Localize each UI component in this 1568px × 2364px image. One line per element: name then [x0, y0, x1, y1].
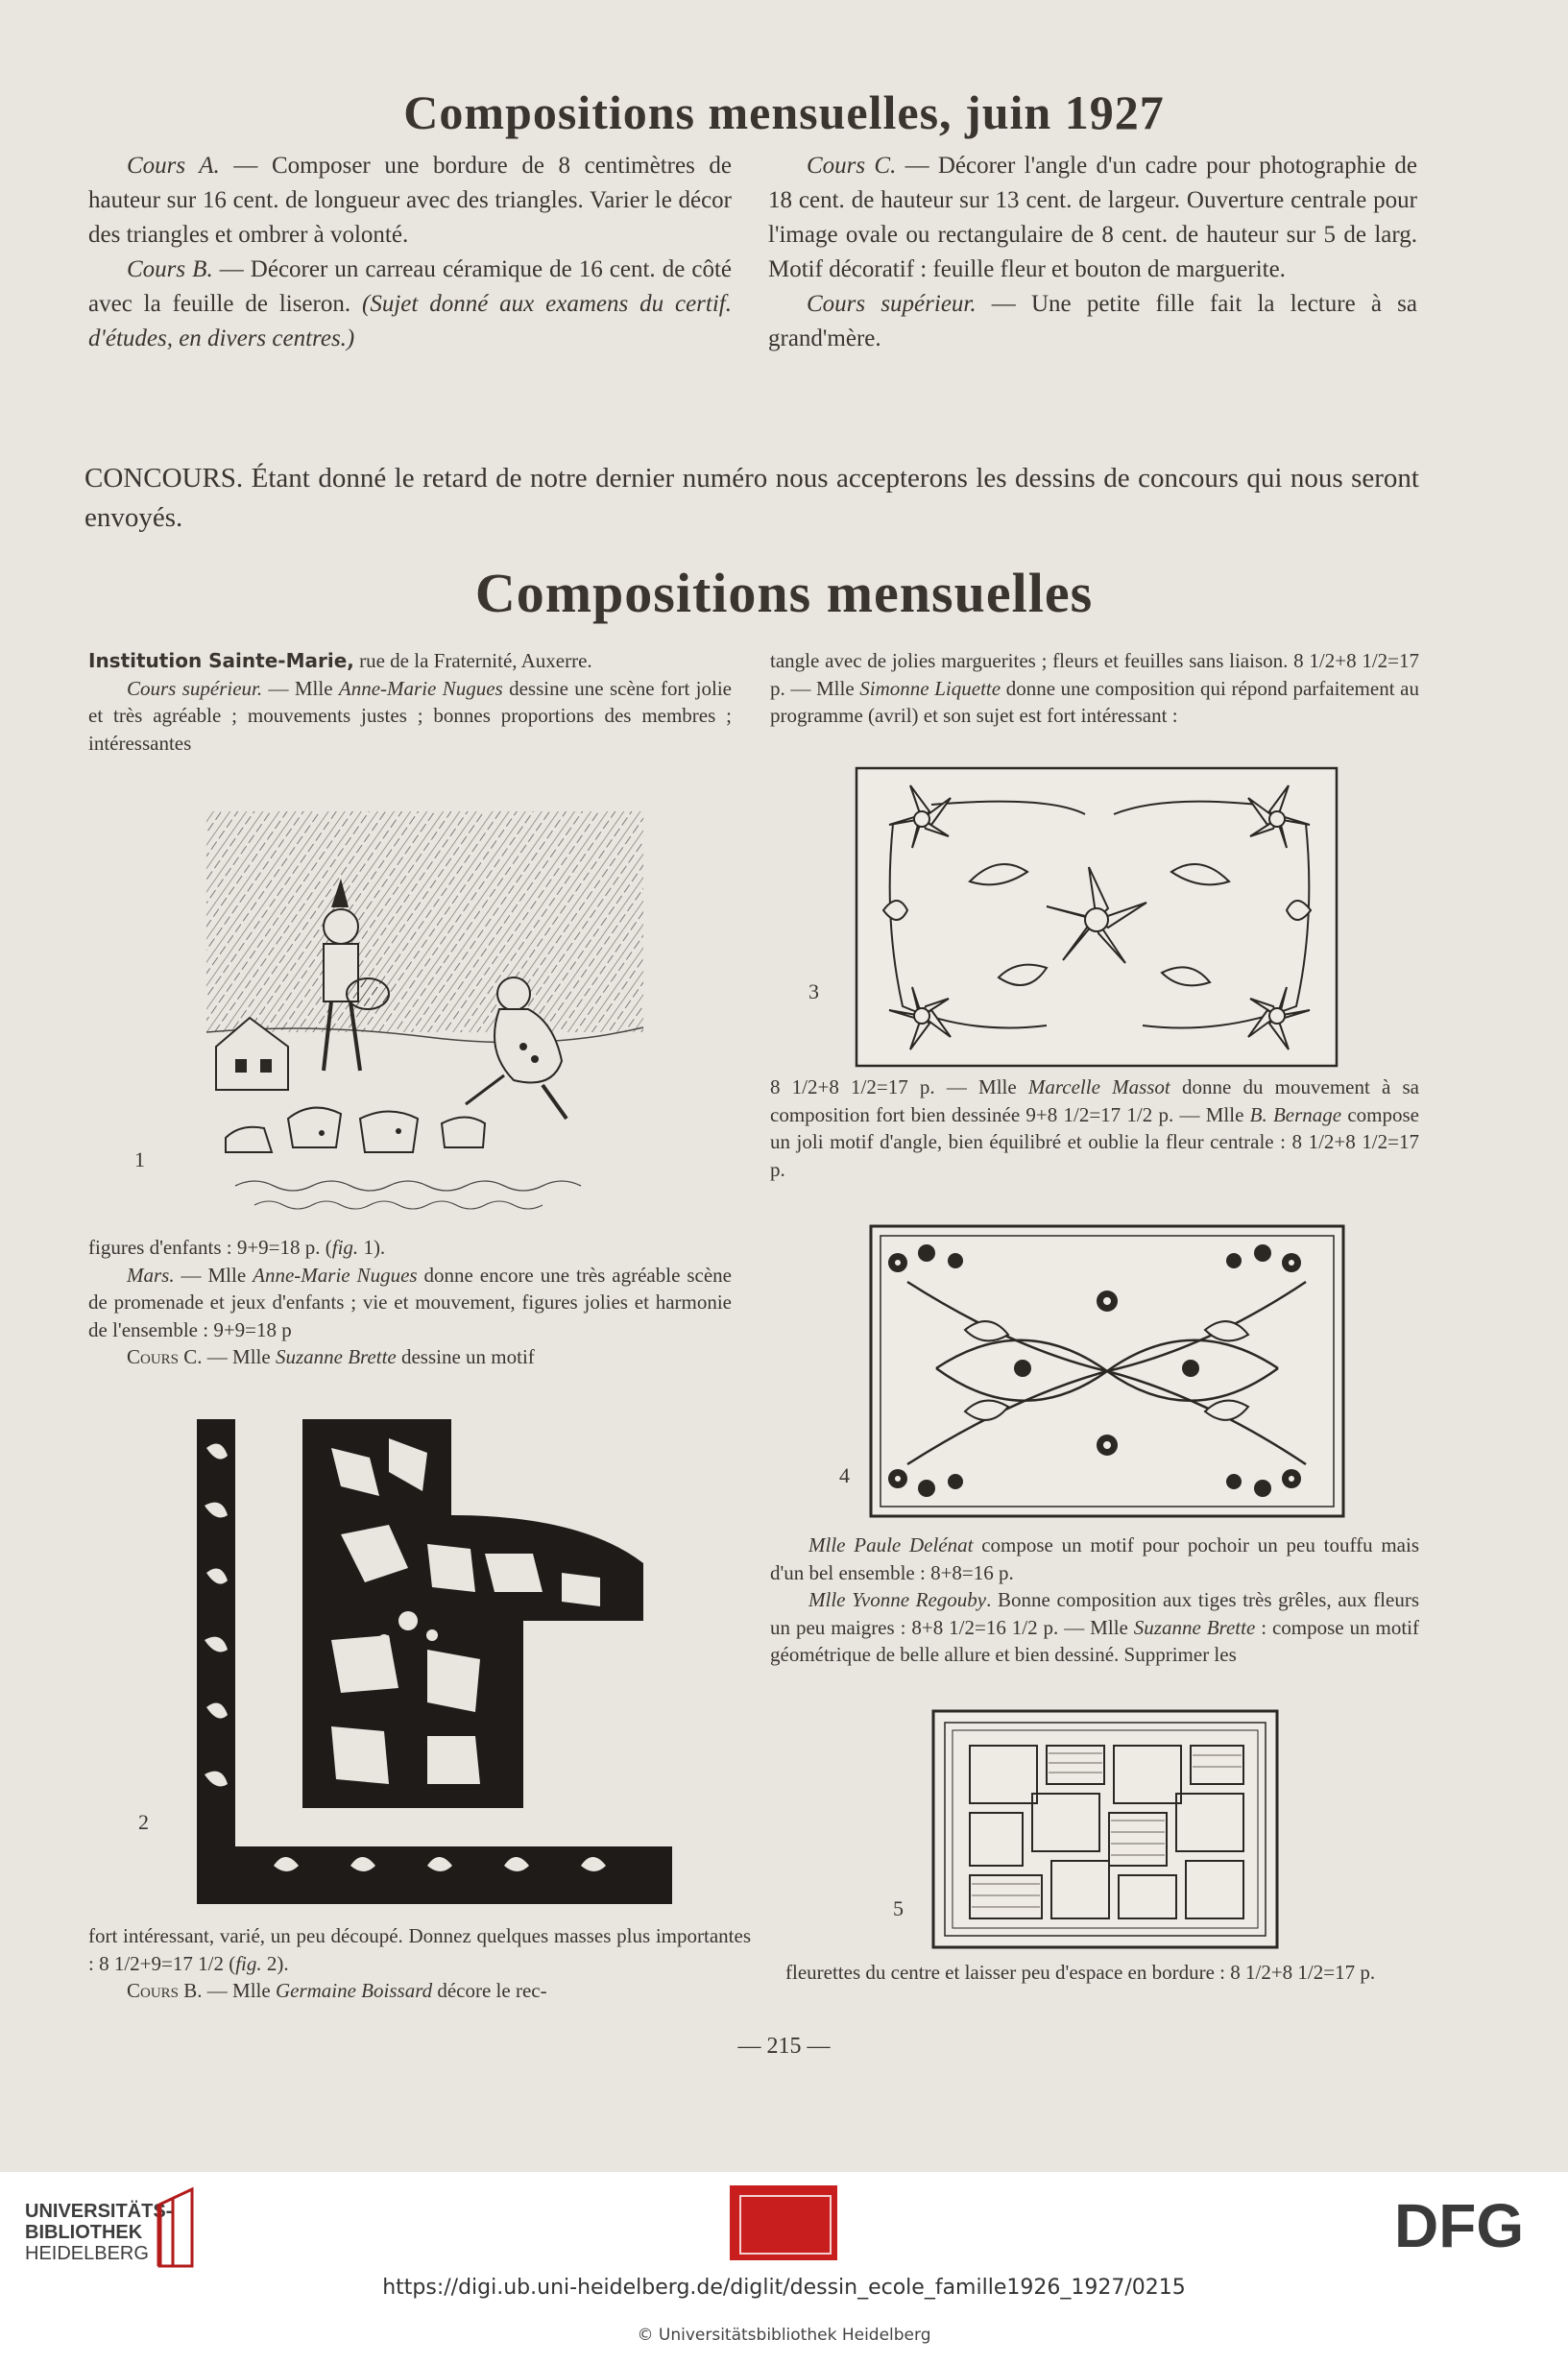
mars-label: Mars.	[127, 1263, 175, 1287]
cours-sup-text: — Une petite fille fait la lecture à sa grand'mère.	[768, 291, 1417, 351]
ub-logo-mark-icon	[154, 2185, 198, 2270]
ub-heidelberg-logo[interactable]	[25, 2201, 172, 2264]
page-number: — 215 —	[737, 2034, 831, 2059]
text: — Mlle	[202, 1979, 276, 2002]
cours-b-label: Cours B.	[127, 256, 213, 282]
figure-2-leaf-corner	[197, 1419, 672, 1904]
student-name: B. Bernage	[1249, 1102, 1342, 1126]
leaf-corner-drawing	[197, 1419, 672, 1904]
figure-1-number: 1	[134, 1147, 145, 1171]
text: 8 1/2+8 1/2=17 p. — Mlle	[770, 1075, 1028, 1098]
cours-a-text: — Composer une bordure de 8 centimètres de hauteur sur 16 cent. de longueur avec des triangles. Varier le décor des triangles et ombrer à volonté.	[88, 153, 733, 248]
text: compose un motif pour pochoir un peu touffu mais d'un bel ensemble : 8+8=16 p.	[770, 1533, 1419, 1584]
text: tangle avec de jolies marguerites ; fleurs et feuilles sans liaison. 8 1/2+8 1/2=17 p. — Mlle	[770, 649, 1419, 700]
copyright-text: © Universitätsbibliothek Heidelberg	[637, 2326, 931, 2345]
page-title: Compositions mensuelles, juin 1927	[403, 85, 1165, 139]
cours-a-label: Cours A.	[127, 153, 220, 179]
text: : compose un motif géométrique de belle allure et bien dessiné. Supprimer les	[770, 1615, 1419, 1666]
text: figures d'enfants : 9+9=18 p. (	[88, 1236, 332, 1259]
text: 2).	[261, 1951, 289, 1975]
logo-line: UNIVERSITÄTS-	[25, 2201, 173, 2222]
institution-address: rue de la Fraternité, Auxerre.	[353, 649, 592, 672]
institution-name: Institution Sainte-Marie,	[88, 649, 354, 672]
figure-5-geometric-motif	[931, 1709, 1279, 1949]
text: fleurettes du centre et laisser peu d'espace en bordure : 8 1/2+8 1/2=17 p.	[785, 1961, 1376, 1984]
student-name: Marcelle Massot	[1027, 1075, 1170, 1098]
concours-notice	[84, 459, 1419, 538]
cours-c-label-2: Cours C.	[127, 1345, 203, 1368]
right-column-top	[768, 149, 1417, 356]
text: fig.	[331, 1236, 359, 1259]
geometric-motif-drawing	[931, 1709, 1279, 1949]
student-name: Anne-Marie Nugues	[338, 676, 503, 700]
student-name: Suzanne Brette	[275, 1345, 397, 1368]
cours-b-label-2: Cours B.	[127, 1979, 203, 2002]
text: — Mlle	[262, 676, 339, 700]
logo-line: BIBLIOTHEK	[25, 2222, 143, 2243]
left-column-part3	[88, 1922, 751, 2005]
text: fig.	[235, 1951, 262, 1975]
right-column-part2	[770, 1073, 1419, 1183]
text: donne encore une très agréable scène de promenade et jeux d'enfants ; vie et mouvement, figures jolies et harmonie de l'ensemble : 9+9=18 p	[88, 1263, 732, 1341]
right-column-part1	[770, 647, 1419, 730]
cours-sup-label: Cours supérieur.	[807, 291, 977, 317]
text: Mlle	[808, 1533, 855, 1556]
permalink-url[interactable]: https://digi.ub.uni-heidelberg.de/diglit/dessin_ecole_famille1926_1927/0215	[382, 2276, 1186, 2300]
text: — Mlle	[174, 1263, 253, 1287]
text: dessine un motif	[396, 1345, 535, 1368]
figure-5-number: 5	[893, 1896, 904, 1920]
concours-text: CONCOURS. Étant donné le retard de notre dernier numéro nous accepterons les dessins de concours qui nous seront envoyés.	[84, 463, 1419, 533]
text: dessine une scène fort jolie et très agréable ; mouvements justes ; bonnes proportions des membres ; intéressantes	[88, 676, 732, 755]
cours-c-label: Cours C.	[807, 153, 897, 179]
text: donne une composition qui répond parfaitement au programme (avril) et son sujet est fort intéressant :	[770, 676, 1419, 727]
figure-3-number: 3	[808, 979, 819, 1003]
text: décore le rec-	[432, 1979, 547, 2002]
flower-frame-drawing	[855, 766, 1339, 1069]
figure-4-floral-x	[869, 1224, 1346, 1519]
section-title: Compositions mensuelles	[474, 562, 1094, 624]
dfg-logo[interactable]	[1394, 2197, 1548, 2255]
figure-4-number: 4	[839, 1463, 850, 1487]
student-name: Germaine Boissard	[275, 1979, 433, 2002]
right-column-part4	[785, 1959, 1435, 1987]
student-name: Yvonne Regouby	[852, 1588, 987, 1611]
children-scene-drawing	[197, 811, 653, 1215]
figure-2-number: 2	[138, 1810, 149, 1834]
student-name: Anne-Marie Nugues	[253, 1263, 418, 1287]
cours-b-text: — Décorer un carreau céramique de 16 cent. de côté avec la feuille de liseron.	[88, 256, 732, 317]
figure-1-children-scene	[197, 811, 653, 1215]
cours-c-text: — Décorer l'angle d'un cadre pour photographie de 18 cent. de hauteur sur 13 cent. de largeur. Ouverture centrale pour l'image ovale ou rectangulaire de 8 cent. de hauteur sur 5 de larg. Motif décoratif : feuille fleur et bouton de marguerite.	[768, 153, 1417, 282]
dfg-text: DFG	[1394, 2197, 1525, 2255]
text: 1).	[358, 1236, 386, 1259]
left-column-part1	[88, 647, 732, 757]
cours-b-note: (Sujet donné aux examens du certif. d'études, en divers centres.)	[88, 291, 732, 351]
episteme-badge-icon[interactable]	[730, 2185, 837, 2260]
cours-sup-label-2: Cours supérieur.	[127, 676, 263, 700]
left-column-part2	[88, 1234, 732, 1371]
floral-x-drawing	[869, 1224, 1346, 1519]
student-name: Simonne Liquette	[859, 676, 1001, 700]
student-name: Paule Delénat	[854, 1533, 974, 1556]
left-column-top	[88, 149, 732, 356]
text: fort intéressant, varié, un peu découpé. Donnez quelques masses plus importantes : 8 1/2+9=17 1/2 (	[88, 1924, 751, 1975]
digitization-footer	[0, 2172, 1568, 2364]
figure-3-flower-frame	[855, 766, 1339, 1069]
logo-line: HEIDELBERG	[25, 2243, 149, 2264]
text: . Bonne composition aux tiges très grêles, aux fleurs un peu maigres : 8+8 1/2=16 1/2 p. — Mlle	[770, 1588, 1419, 1639]
student-name: Suzanne Brette	[1133, 1615, 1256, 1639]
text: donne du mouvement à sa composition fort bien dessinée 9+8 1/2=17 1/2 p. — Mlle	[770, 1075, 1419, 1126]
text: compose un joli motif d'angle, bien équilibré et oublie la fleur centrale : 8 1/2+8 1/2=17 p.	[770, 1102, 1419, 1181]
text: Mlle	[808, 1588, 853, 1611]
right-column-part3	[770, 1532, 1419, 1669]
text: — Mlle	[202, 1345, 276, 1368]
